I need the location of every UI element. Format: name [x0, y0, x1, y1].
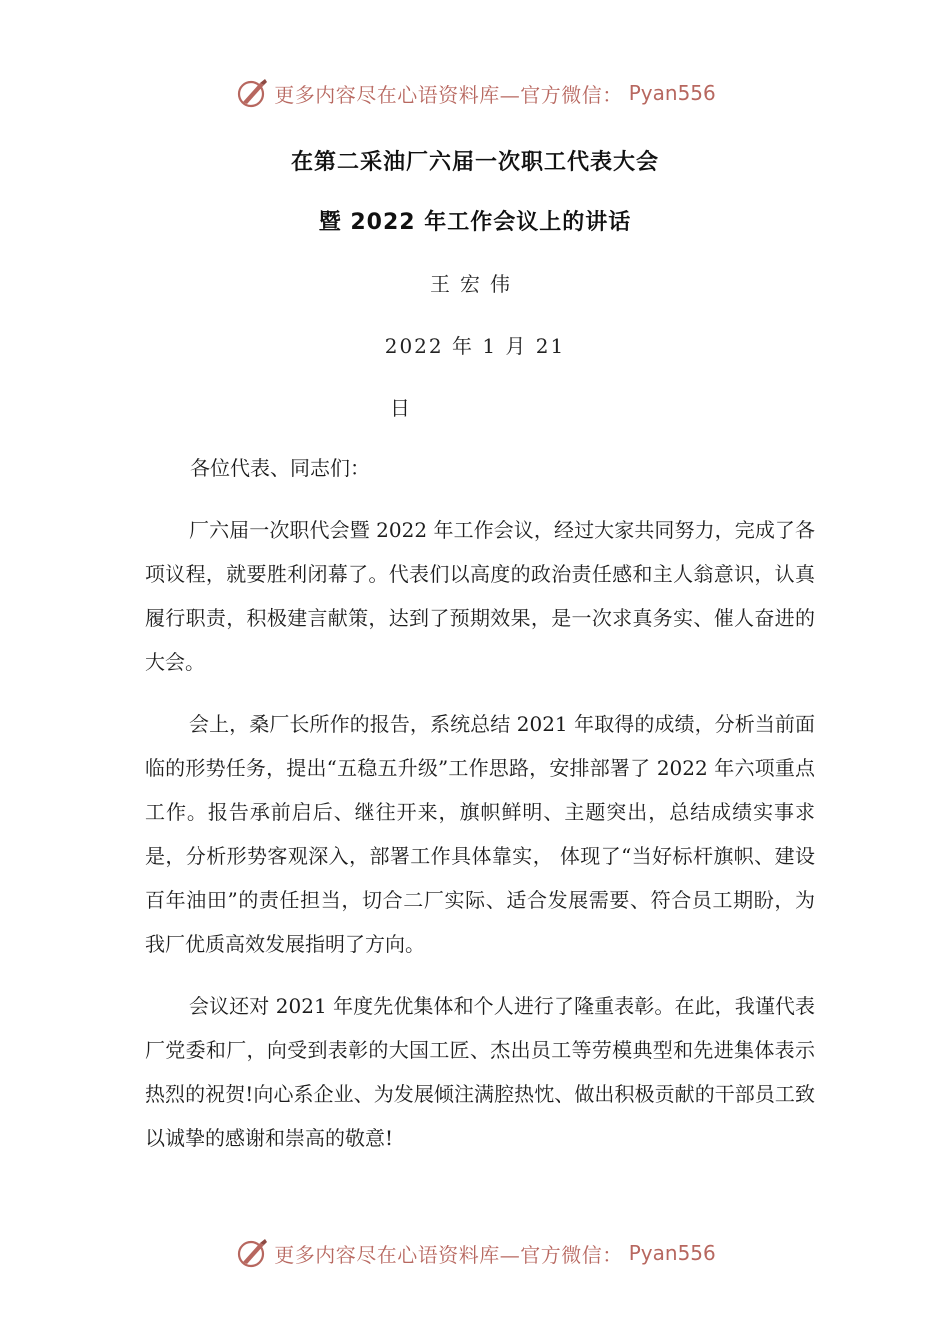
document-title-line2: 暨 2022 年工作会议上的讲话 — [318, 210, 632, 235]
pen-logo-icon — [234, 75, 270, 111]
paragraph: 会议还对 2021 年度先优集体和个人进行了隆重表彰。在此，我谨代表厂党委和厂，向受到表彰的大国工匠、杰出员工等劳模典型和先进集体表示热烈的祝贺!向心系企业、为发展倾注满腔热忱、做出积极贡献的干部员工致以诚挚的感谢和崇高的敬意! — [145, 994, 815, 1150]
salutation: 各位代表、同志们： — [190, 456, 370, 480]
watermark-banner-top — [0, 73, 950, 113]
author-name: 王宏伟 — [430, 272, 520, 296]
document-title-line1: 在第二采油厂六届一次职工代表大会 — [290, 150, 659, 175]
speech-date: 2022 年 1 月 21 — [384, 334, 566, 358]
paragraph: 厂六届一次职代会暨 2022 年工作会议，经过大家共同努力，完成了各项议程，就要胜利闭幕了。代表们以高度的政治责任感和主人翁意识，认真履行职责，积极建言献策，达到了预期效果，是一次求真务实、催人奋进的大会。 — [145, 518, 815, 674]
paragraph: 会上，桑厂长所作的报告，系统总结 2021 年取得的成绩，分析当前面临的形势任务，提出“五稳五升级”工作思路，安排部署了 2022 年六项重点工作。报告承前启后、继往开来，旗帜鲜明、主题突出，总结成绩实事求是，分析形势客观深入，部署工作具体靠实， 体现了“当好标杆旗帜、建设百年油田”的责任担当，切合二厂实际、适合发展需要、符合员工期盼，为我厂优质高效发展指明了方向。 — [145, 712, 815, 956]
watermark-text: 更多内容尽在心语资料库—官方微信： — [274, 82, 623, 107]
watermark-id: Pyan556 — [628, 1241, 716, 1265]
speech-date-day: 日 — [390, 396, 410, 420]
watermark-id: Pyan556 — [628, 81, 716, 105]
watermark-text: 更多内容尽在心语资料库—官方微信： — [274, 1242, 623, 1267]
pen-logo-icon — [234, 1235, 270, 1271]
watermark-banner-bottom — [0, 1233, 950, 1273]
